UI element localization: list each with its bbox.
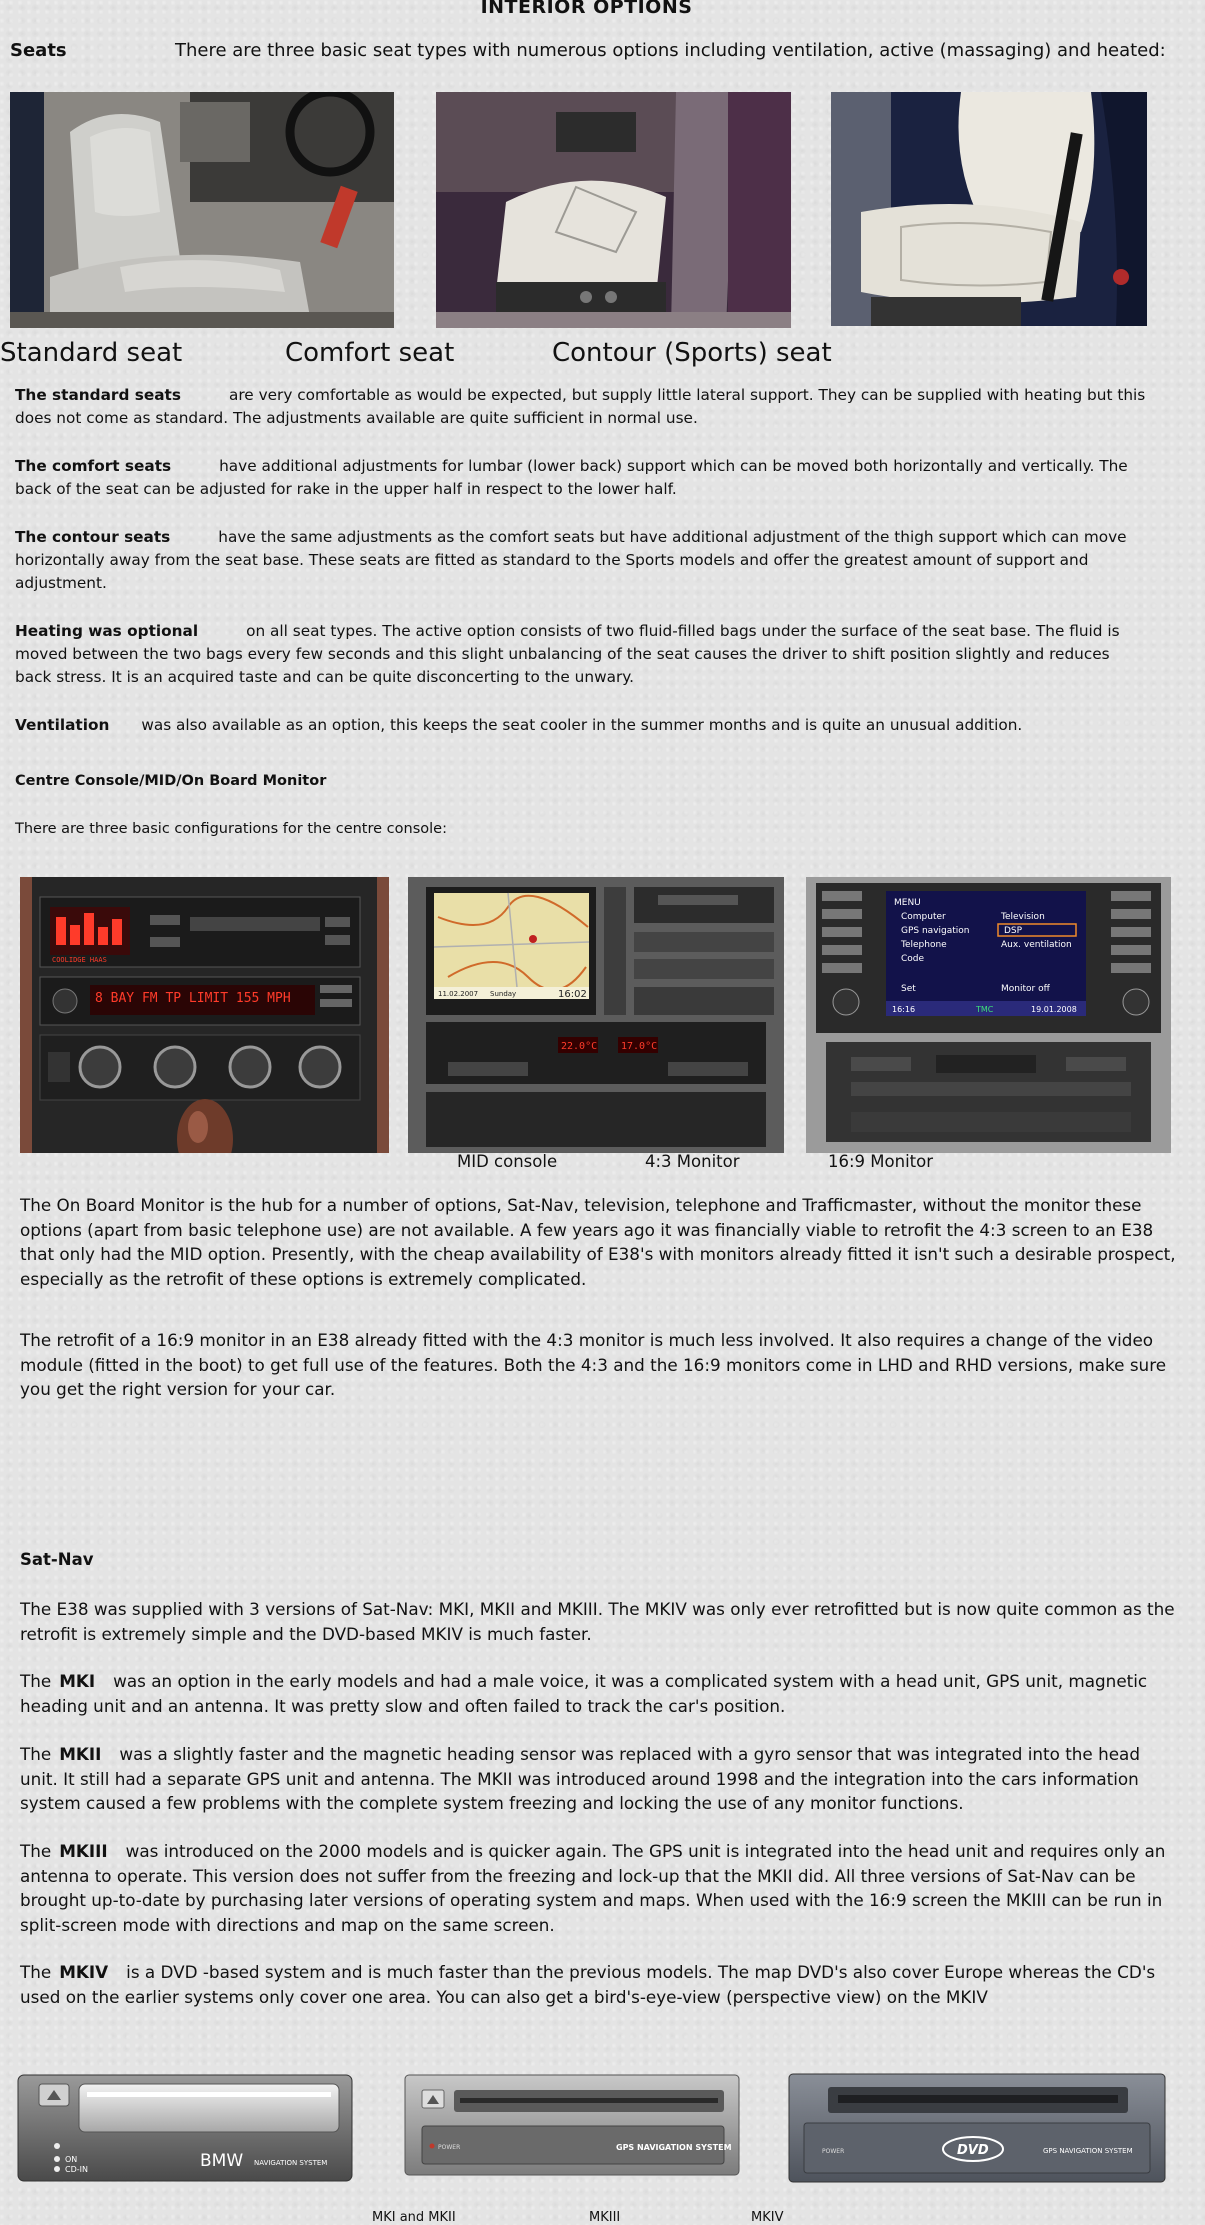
text-comfort-seats: have additional adjustments for lumbar (lower back) support which can be moved both horizontally and vertically. The back of the seat can be adjusted for rake in the upper half in respect to the lower half.	[15, 457, 1128, 498]
caption-mk3: MKIII	[589, 2210, 621, 2225]
monitor-169-photo	[806, 877, 1171, 1153]
paragraph-ventilation	[15, 714, 1165, 737]
paragraph-comfort-seats	[15, 455, 1165, 501]
map-date: 11.02.2007	[438, 990, 479, 998]
caption-contour-seat: Contour (Sports) seat	[552, 338, 832, 368]
mk4-system-label: GPS NAVIGATION SYSTEM	[1043, 2147, 1133, 2155]
pre-mki: The	[20, 1671, 52, 1691]
lead-mki: MKI	[59, 1671, 96, 1691]
temp-right: 17.0°C	[621, 1041, 658, 1052]
mk4-nav-unit	[788, 2073, 1166, 2183]
text-mkiii: was introduced on the 2000 models and is quicker again. The GPS unit is integrated into the head unit and requires only an antenna to operate. This version does not suffer from the freezing and lock-up that the MKII did. All three versions of Sat-Nav can be brought up-to-date by purchasing later versions of operating system and maps. When used with the 16:9 screen the MKIII can be run in split-screen mode with directions and map on the same screen.	[20, 1841, 1166, 1935]
text-heating: on all seat types. The active option consists of two fluid-filled bags under the surface of the seat base. The fluid is moved between the two bags every few seconds and this slight unbalancing of the seat causes the driver to shift position slightly and reduces back stress. It is an acquired taste and can be quite disconcerting to the unwary.	[15, 622, 1120, 686]
satnav-heading: Sat-Nav	[20, 1550, 94, 1569]
text-ventilation: was also available as an option, this keeps the seat cooler in the summer months and is quite an unusual addition.	[141, 716, 1023, 734]
paragraph-mkiii	[20, 1839, 1180, 1937]
paragraph-mki	[20, 1669, 1180, 1718]
monitor-43-photo	[408, 877, 784, 1153]
menu-dsp: DSP	[1004, 926, 1023, 936]
lead-mkiii: MKIII	[59, 1841, 108, 1861]
paragraph-heating	[15, 620, 1135, 689]
caption-standard-seat: Standard seat	[0, 338, 183, 368]
paragraph-mkiv	[20, 1960, 1180, 2009]
mk1-brand: BMW	[200, 2151, 244, 2171]
text-mki: was an option in the early models and had a male voice, it was a complicated system with a head unit, GPS unit, magnetic heading unit and an antenna. It was pretty slow and often failed to track the car's position.	[20, 1671, 1148, 1716]
mk3-power-label: POWER	[438, 2144, 461, 2151]
mid-top-line: COOLIDGE HAAS	[52, 956, 107, 964]
lead-ventilation: Ventilation	[15, 716, 110, 734]
mk4-power-label: POWER	[822, 2148, 845, 2155]
paragraph-mkii	[20, 1742, 1180, 1816]
mk1-system-label: NAVIGATION SYSTEM	[254, 2159, 328, 2167]
contour-seat-photo	[831, 92, 1147, 326]
menu-telephone: Telephone	[901, 940, 947, 950]
paragraph-standard-seats	[15, 384, 1165, 430]
lead-mkii: MKII	[59, 1744, 102, 1764]
map-day: Sunday	[490, 990, 517, 998]
menu-status-date: 19.01.2008	[1031, 1005, 1077, 1014]
page-title: INTERIOR OPTIONS	[480, 0, 693, 18]
comfort-seat-photo	[436, 92, 791, 328]
console-heading: Centre Console/MID/On Board Monitor	[15, 773, 327, 789]
menu-status-tmc: TMC	[976, 1005, 994, 1014]
paragraph-on-board-monitor: The On Board Monitor is the hub for a number of options, Sat-Nav, television, telephone and Trafficmaster, without the monitor these options (apart from basic telephone use) are not available. A few years ago it was financially viable to retrofit the 4:3 screen to an E38 that only had the MID option. Presently, with the cheap availability of E38's with monitors already fitted it isn't such a desirable prospect, especially as the retrofit of these options is extremely complicated.	[20, 1195, 1176, 1289]
pre-mkiii: The	[20, 1841, 52, 1861]
menu-title: MENU	[894, 898, 921, 908]
text-mkii: was a slightly faster and the magnetic heading sensor was replaced with a gyro sensor that was integrated into the head unit. It still had a separate GPS unit and antenna. The MKII was introduced around 1998 and the integration into the cars information system caused a few problems with the complete system freezing and locking the use of any monitor functions.	[20, 1744, 1140, 1813]
text-mkiv: is a DVD -based system and is much faster than the previous models. The map DVD's also cover Europe whereas the CD's used on the earlier systems only cover one area. You can also get a bird's-eye-view (perspective view) on the MKIV	[20, 1962, 1156, 2007]
caption-mk1-mk2: MKI and MKII	[372, 2210, 456, 2225]
console-intro: There are three basic configurations for the centre console:	[15, 821, 447, 837]
mk3-system-label: GPS NAVIGATION SYSTEM	[616, 2143, 732, 2152]
menu-set: Set	[901, 984, 916, 994]
caption-mk4: MKIV	[751, 2210, 784, 2225]
mid-console-photo	[20, 877, 389, 1153]
temp-left: 22.0°C	[561, 1041, 598, 1052]
caption-mid-console: MID console	[457, 1152, 558, 1171]
seats-heading: Seats	[10, 40, 67, 61]
mk4-dvd-logo: DVD	[957, 2143, 989, 2158]
mk1-cdin-label: CD-IN	[65, 2165, 88, 2174]
menu-computer: Computer	[901, 912, 946, 922]
mk3-nav-unit	[404, 2074, 740, 2176]
menu-monitor-off: Monitor off	[1001, 984, 1050, 994]
mid-radio-display: 8 BAY FM TP LIMIT 155 MPH	[95, 991, 291, 1006]
menu-code: Code	[901, 954, 925, 964]
menu-status-time: 16:16	[892, 1005, 916, 1014]
text-contour-seats: have the same adjustments as the comfort seats but have additional adjustment of the thigh support which can move horizontally away from the seat base. These seats are fitted as standard to the Sports models and offer the greatest amount of support and adjustment.	[15, 528, 1127, 592]
mk1-on-label: ON	[65, 2155, 78, 2164]
text-standard-seats: are very comfortable as would be expected, but supply little lateral support. They can be supplied with heating but this does not come as standard. The adjustments available are quite sufficient in normal use.	[15, 386, 1146, 427]
lead-standard-seats: The standard seats	[15, 386, 181, 404]
lead-contour-seats: The contour seats	[15, 528, 171, 546]
paragraph-169-retrofit: The retrofit of a 16:9 monitor in an E38 already fitted with the 4:3 monitor is much less involved. It also requires a change of the video module (fitted in the boot) to get full use of the features. Both the 4:3 and the 16:9 monitors come in LHD and RHD versions, make sure you get the right version for your car.	[20, 1330, 1167, 1399]
paragraph-satnav-intro: The E38 was supplied with 3 versions of Sat-Nav: MKI, MKII and MKIII. The MKIV was only ever retrofitted but is now quite common as the retrofit is extremely simple and the DVD-based MKIV is much faster.	[20, 1599, 1175, 1644]
lead-heating: Heating was optional	[15, 622, 199, 640]
seats-intro: There are three basic seat types with numerous options including ventilation, active (massaging) and heated:	[175, 40, 1166, 61]
menu-television: Television	[1001, 912, 1045, 922]
standard-seat-photo	[10, 92, 394, 328]
pre-mkiv: The	[20, 1962, 52, 1982]
mk1-mk2-nav-unit	[17, 2074, 353, 2182]
menu-gps: GPS navigation	[901, 926, 970, 936]
caption-comfort-seat: Comfort seat	[285, 338, 455, 368]
paragraph-contour-seats	[15, 526, 1165, 595]
lead-mkiv: MKIV	[59, 1962, 109, 1982]
pre-mkii: The	[20, 1744, 52, 1764]
caption-43-monitor: 4:3 Monitor	[645, 1152, 740, 1171]
menu-aux-ventilation: Aux. ventilation	[1001, 940, 1072, 950]
caption-169-monitor: 16:9 Monitor	[828, 1152, 934, 1171]
lead-comfort-seats: The comfort seats	[15, 457, 172, 475]
map-time: 16:02	[558, 989, 587, 1000]
